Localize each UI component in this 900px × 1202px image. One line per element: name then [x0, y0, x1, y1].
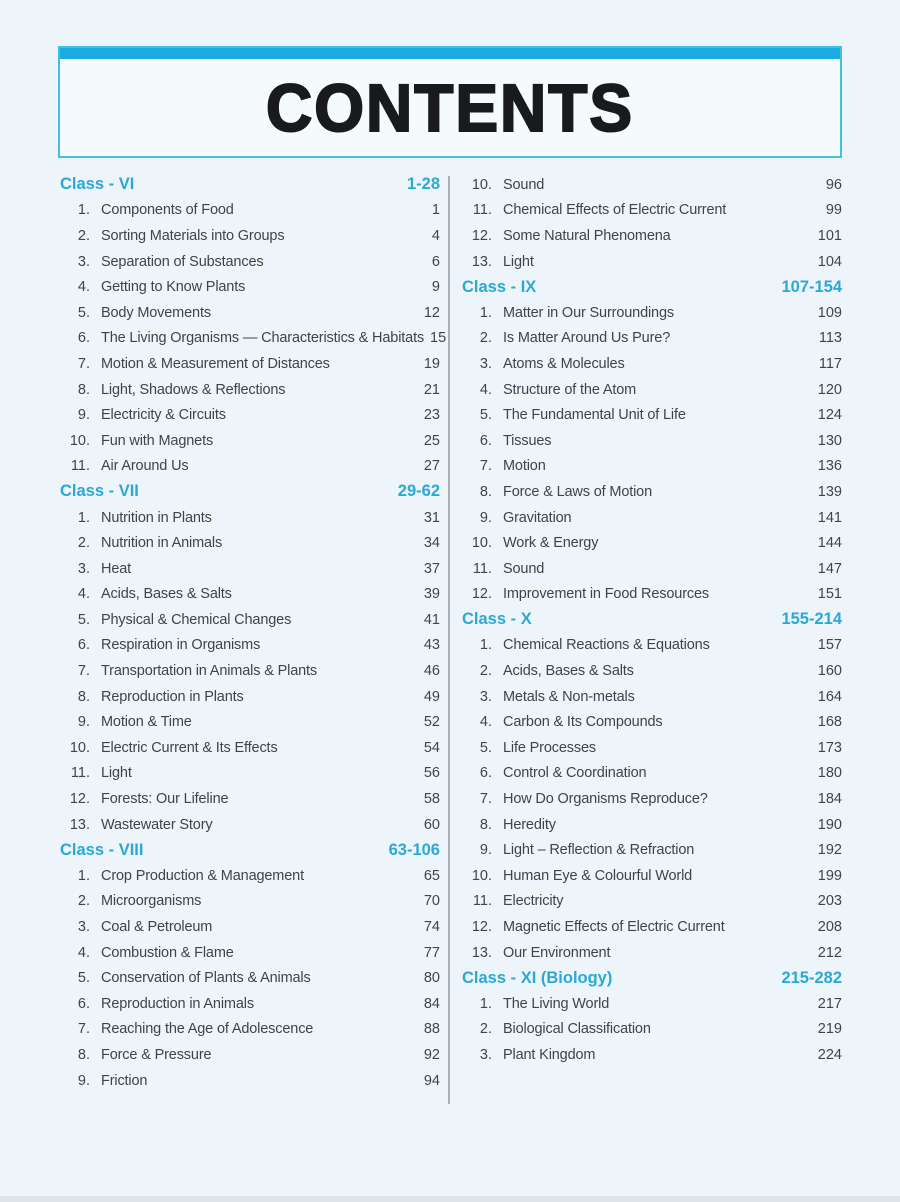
entry-title: Motion & Time — [101, 714, 192, 731]
toc-entry — [462, 914, 842, 940]
entry-title: Work & Energy — [503, 535, 599, 552]
entry-number: 11. — [472, 202, 492, 219]
entry-number: 1. — [77, 867, 90, 884]
entry-number: 7. — [479, 458, 492, 475]
toc-entry — [462, 530, 842, 556]
entry-title: Components of Food — [101, 202, 234, 219]
toc-entry — [462, 505, 842, 531]
class-label: Class - XI (Biology) — [462, 968, 613, 987]
entry-page-number: 74 — [423, 919, 440, 936]
entry-page-number: 58 — [423, 791, 440, 808]
entry-title: Nutrition in Animals — [101, 535, 223, 552]
entry-title: The Fundamental Unit of Life — [503, 407, 686, 424]
entry-page-number: 203 — [817, 893, 842, 910]
toc-entry — [60, 812, 440, 838]
entry-page-number: 12 — [423, 304, 440, 321]
class-label: Class - VIII — [60, 840, 144, 859]
entry-title: Electric Current & Its Effects — [101, 739, 278, 756]
entry-number: 11. — [70, 458, 90, 475]
entry-number: 1. — [479, 304, 492, 321]
entry-number: 5. — [77, 970, 90, 987]
entry-title: Motion & Measurement of Distances — [101, 355, 330, 372]
contents-title-box — [58, 46, 842, 158]
entry-title: Is Matter Around Us Pure? — [503, 330, 671, 347]
toc-entry — [60, 377, 440, 403]
entry-number: 6. — [479, 432, 492, 449]
toc-entry — [462, 1017, 842, 1043]
entry-number: 12. — [471, 919, 492, 936]
entry-number: 7. — [77, 1021, 90, 1038]
entry-number: 8. — [77, 688, 90, 705]
entry-number: 7. — [77, 355, 90, 372]
toc-entry — [462, 428, 842, 454]
entry-number: 2. — [479, 663, 492, 680]
toc-entry — [462, 402, 842, 428]
entry-page-number: 77 — [423, 944, 440, 961]
entry-title: Light, Shadows & Reflections — [101, 381, 286, 398]
toc-entry — [462, 172, 842, 198]
entry-number: 8. — [77, 381, 90, 398]
entry-page-number: 173 — [817, 739, 842, 756]
toc-entry — [60, 658, 440, 684]
entry-number: 12. — [69, 791, 90, 808]
class-page-range: 155-214 — [781, 610, 842, 629]
entry-title: Microorganisms — [101, 893, 202, 910]
entry-page-number: 224 — [817, 1046, 842, 1063]
toc-entry — [462, 889, 842, 915]
entry-number: 10. — [471, 176, 492, 193]
entry-page-number: 84 — [423, 995, 440, 1012]
class-page-range: 1-28 — [406, 175, 440, 194]
toc-entry — [60, 223, 440, 249]
entry-number: 3. — [479, 355, 492, 372]
entry-page-number: 217 — [817, 995, 842, 1012]
toc-entry — [462, 761, 842, 787]
toc-entry — [462, 633, 842, 659]
toc-entry — [462, 684, 842, 710]
entry-title: Forests: Our Lifeline — [101, 791, 229, 808]
entry-number: 8. — [479, 483, 492, 500]
entry-number: 8. — [77, 1046, 90, 1063]
toc-entry — [462, 249, 842, 275]
section-header — [60, 479, 440, 505]
entry-number: 1. — [77, 202, 90, 219]
entry-number: 3. — [479, 688, 492, 705]
entry-title: Heat — [101, 560, 132, 577]
class-page-range: 63-106 — [388, 840, 440, 859]
toc-entry — [60, 940, 440, 966]
toc-entry — [60, 607, 440, 633]
entry-title: Reproduction in Animals — [101, 995, 254, 1012]
entry-title: Separation of Substances — [101, 253, 264, 270]
entry-page-number: 199 — [817, 867, 842, 884]
entry-number: 1. — [479, 637, 492, 654]
entry-title: Fun with Magnets — [101, 432, 214, 449]
entry-title: Tissues — [503, 432, 552, 449]
entry-title: Light – Reflection & Refraction — [503, 842, 695, 859]
entry-page-number: 184 — [817, 791, 842, 808]
entry-page-number: 88 — [423, 1021, 440, 1038]
entry-page-number: 27 — [423, 458, 440, 475]
entry-page-number: 109 — [817, 304, 842, 321]
entry-title: Carbon & Its Compounds — [503, 714, 663, 731]
entry-page-number: 1 — [431, 202, 440, 219]
entry-page-number: 208 — [817, 919, 842, 936]
entry-title: Force & Laws of Motion — [503, 483, 653, 500]
entry-title: Wastewater Story — [101, 816, 213, 833]
toc-entry — [462, 556, 842, 582]
entry-number: 9. — [479, 842, 492, 859]
toc-entry — [462, 300, 842, 326]
entry-page-number: 190 — [817, 816, 842, 833]
entry-number: 11. — [472, 893, 492, 910]
entry-title: Reproduction in Plants — [101, 688, 244, 705]
toc-entry — [60, 1042, 440, 1068]
entry-page-number: 70 — [423, 893, 440, 910]
toc-entry — [60, 965, 440, 991]
entry-page-number: 54 — [423, 739, 440, 756]
toc-entry — [462, 582, 842, 608]
column-divider — [448, 176, 450, 1104]
entry-title: Air Around Us — [101, 458, 189, 475]
toc-entry — [60, 761, 440, 787]
entry-title: Respiration in Organisms — [101, 637, 261, 654]
toc-entry — [60, 914, 440, 940]
entry-title: Metals & Non-metals — [503, 688, 635, 705]
toc-entry — [60, 684, 440, 710]
entry-page-number: 15 — [430, 330, 447, 347]
entry-page-number: 151 — [817, 586, 842, 603]
entry-page-number: 141 — [817, 509, 842, 526]
entry-number: 3. — [77, 919, 90, 936]
entry-page-number: 25 — [423, 432, 440, 449]
entry-number: 4. — [479, 714, 492, 731]
entry-number: 6. — [77, 637, 90, 654]
entry-number: 13. — [471, 253, 492, 270]
entry-title: Light — [101, 765, 132, 782]
toc-column-right — [462, 172, 842, 1068]
entry-number: 10. — [69, 739, 90, 756]
page-bottom-edge — [0, 1196, 900, 1202]
toc-entry — [60, 556, 440, 582]
entry-title: Coal & Petroleum — [101, 919, 213, 936]
entry-number: 11. — [70, 765, 90, 782]
entry-title: Combustion & Flame — [101, 944, 234, 961]
entry-page-number: 117 — [818, 355, 842, 372]
entry-title: Some Natural Phenomena — [503, 227, 671, 244]
entry-page-number: 49 — [423, 688, 440, 705]
entry-page-number: 212 — [817, 944, 842, 961]
entry-title: Acids, Bases & Salts — [101, 586, 232, 603]
toc-entry — [462, 1042, 842, 1068]
entry-page-number: 31 — [423, 509, 440, 526]
entry-page-number: 139 — [817, 483, 842, 500]
toc-entry — [462, 863, 842, 889]
entry-title: Conservation of Plants & Animals — [101, 970, 311, 987]
entry-title: Biological Classification — [503, 1021, 651, 1038]
entry-page-number: 23 — [423, 407, 440, 424]
toc-entry — [60, 530, 440, 556]
entry-page-number: 136 — [817, 458, 842, 475]
entry-page-number: 113 — [818, 330, 842, 347]
toc-entry — [462, 991, 842, 1017]
entry-page-number: 144 — [817, 535, 842, 552]
entry-page-number: 160 — [817, 663, 842, 680]
class-label: Class - VI — [60, 175, 135, 194]
entry-page-number: 124 — [817, 407, 842, 424]
section-header — [462, 274, 842, 300]
entry-title: The Living World — [503, 995, 610, 1012]
toc-entry — [462, 454, 842, 480]
entry-number: 3. — [77, 253, 90, 270]
toc-entry — [60, 326, 447, 352]
toc-entry — [462, 837, 842, 863]
entry-title: Improvement in Food Resources — [503, 586, 709, 603]
toc-entry — [60, 505, 440, 531]
entry-title: Chemical Reactions & Equations — [503, 637, 710, 654]
entry-title: Getting to Know Plants — [101, 279, 246, 296]
entry-number: 2. — [479, 1021, 492, 1038]
entry-number: 2. — [77, 535, 90, 552]
toc-entry — [462, 479, 842, 505]
entry-title: Sound — [503, 560, 545, 577]
toc-entry — [60, 1068, 440, 1094]
entry-page-number: 96 — [825, 176, 842, 193]
toc-entry — [60, 1017, 440, 1043]
toc-entry — [462, 351, 842, 377]
toc-entry — [462, 223, 842, 249]
class-label: Class - IX — [462, 277, 537, 296]
entry-number: 3. — [77, 560, 90, 577]
entry-title: Crop Production & Management — [101, 867, 304, 884]
class-page-range: 29-62 — [397, 482, 440, 501]
entry-page-number: 92 — [423, 1046, 440, 1063]
entry-title: Chemical Effects of Electric Current — [503, 202, 727, 219]
entry-number: 9. — [77, 1072, 90, 1089]
entry-number: 6. — [77, 995, 90, 1012]
entry-title: Body Movements — [101, 304, 211, 321]
entry-title: Plant Kingdom — [503, 1046, 596, 1063]
entry-number: 5. — [479, 739, 492, 756]
entry-page-number: 147 — [817, 560, 842, 577]
entry-title: Atoms & Molecules — [503, 355, 625, 372]
toc-entry — [60, 863, 440, 889]
entry-number: 12. — [471, 586, 492, 603]
entry-page-number: 6 — [431, 253, 440, 270]
entry-number: 13. — [471, 944, 492, 961]
toc-entry — [462, 326, 842, 352]
section-header — [462, 965, 842, 991]
toc-entry — [60, 582, 440, 608]
entry-number: 12. — [471, 227, 492, 244]
section-header — [462, 607, 842, 633]
toc-entry — [60, 300, 440, 326]
entry-page-number: 56 — [423, 765, 440, 782]
entry-page-number: 219 — [817, 1021, 842, 1038]
entry-page-number: 46 — [423, 663, 440, 680]
class-page-range: 215-282 — [781, 968, 842, 987]
entry-title: Magnetic Effects of Electric Current — [503, 919, 725, 936]
entry-page-number: 41 — [423, 611, 440, 628]
toc-entry — [60, 786, 440, 812]
entry-title: Transportation in Animals & Plants — [101, 663, 317, 680]
entry-number: 2. — [479, 330, 492, 347]
entry-number: 4. — [77, 586, 90, 603]
entry-number: 5. — [479, 407, 492, 424]
toc-entry — [462, 198, 842, 224]
entry-page-number: 34 — [423, 535, 440, 552]
entry-number: 3. — [479, 1046, 492, 1063]
entry-title: Acids, Bases & Salts — [503, 663, 634, 680]
entry-number: 4. — [479, 381, 492, 398]
entry-title: The Living Organisms — Characteristics & Habitats — [101, 330, 425, 347]
entry-page-number: 120 — [817, 381, 842, 398]
entry-title: Control & Coordination — [503, 765, 647, 782]
entry-number: 13. — [69, 816, 90, 833]
entry-number: 2. — [77, 893, 90, 910]
entry-title: Gravitation — [503, 509, 572, 526]
entry-page-number: 130 — [817, 432, 842, 449]
entry-number: 1. — [77, 509, 90, 526]
toc-column-left — [60, 172, 447, 1093]
entry-number: 7. — [77, 663, 90, 680]
toc-entry — [60, 889, 440, 915]
entry-title: Sorting Materials into Groups — [101, 227, 285, 244]
entry-number: 10. — [69, 432, 90, 449]
entry-page-number: 101 — [817, 227, 842, 244]
entry-number: 4. — [77, 279, 90, 296]
entry-title: Nutrition in Plants — [101, 509, 212, 526]
entry-number: 6. — [479, 765, 492, 782]
toc-entry — [462, 940, 842, 966]
entry-number: 4. — [77, 944, 90, 961]
entry-title: Friction — [101, 1072, 148, 1089]
toc-entry — [462, 812, 842, 838]
entry-title: Electricity — [503, 893, 564, 910]
toc-entry — [60, 351, 440, 377]
entry-number: 5. — [77, 304, 90, 321]
entry-page-number: 52 — [423, 714, 440, 731]
toc-entry — [60, 428, 440, 454]
class-page-range: 107-154 — [781, 277, 842, 296]
entry-title: Physical & Chemical Changes — [101, 611, 292, 628]
toc-entry — [60, 633, 440, 659]
entry-page-number: 60 — [423, 816, 440, 833]
entry-title: Structure of the Atom — [503, 381, 637, 398]
entry-page-number: 37 — [423, 560, 440, 577]
toc-entry — [60, 709, 440, 735]
entry-page-number: 94 — [423, 1072, 440, 1089]
entry-title: Light — [503, 253, 534, 270]
entry-number: 2. — [77, 227, 90, 244]
toc-entry — [60, 454, 440, 480]
entry-page-number: 180 — [817, 765, 842, 782]
entry-number: 6. — [77, 330, 90, 347]
toc-entry — [462, 735, 842, 761]
entry-number: 9. — [77, 714, 90, 731]
entry-number: 11. — [472, 560, 492, 577]
entry-page-number: 168 — [817, 714, 842, 731]
entry-title: Our Environment — [503, 944, 611, 961]
toc-entry — [462, 658, 842, 684]
toc-entry — [462, 786, 842, 812]
entry-number: 8. — [479, 816, 492, 833]
entry-page-number: 43 — [423, 637, 440, 654]
entry-title: Matter in Our Surroundings — [503, 304, 674, 321]
entry-number: 10. — [471, 867, 492, 884]
entry-title: Electricity & Circuits — [101, 407, 226, 424]
entry-number: 7. — [479, 791, 492, 808]
class-label: Class - X — [462, 610, 532, 629]
entry-page-number: 4 — [431, 227, 440, 244]
page-title: CONTENTS — [266, 70, 634, 145]
toc-entry — [60, 249, 440, 275]
section-header — [60, 172, 440, 198]
entry-title: Reaching the Age of Adolescence — [101, 1021, 314, 1038]
class-label: Class - VII — [60, 482, 139, 501]
section-header — [60, 837, 440, 863]
toc-entry — [462, 377, 842, 403]
entry-title: Motion — [503, 458, 546, 475]
entry-number: 5. — [77, 611, 90, 628]
entry-page-number: 104 — [817, 253, 842, 270]
entry-number: 9. — [479, 509, 492, 526]
entry-title: Force & Pressure — [101, 1046, 212, 1063]
entry-number: 1. — [479, 995, 492, 1012]
entry-page-number: 21 — [423, 381, 440, 398]
toc-entry — [462, 709, 842, 735]
toc-entry — [60, 198, 440, 224]
entry-title: Sound — [503, 176, 545, 193]
toc-entry — [60, 402, 440, 428]
entry-title: Life Processes — [503, 739, 596, 756]
entry-title: Heredity — [503, 816, 556, 833]
entry-page-number: 19 — [423, 355, 440, 372]
entry-page-number: 80 — [423, 970, 440, 987]
entry-title: How Do Organisms Reproduce? — [503, 791, 708, 808]
entry-page-number: 164 — [817, 688, 842, 705]
toc-entry — [60, 735, 440, 761]
entry-page-number: 99 — [825, 202, 842, 219]
entry-page-number: 9 — [431, 279, 440, 296]
entry-number: 10. — [471, 535, 492, 552]
entry-page-number: 39 — [423, 586, 440, 603]
toc-entry — [60, 991, 440, 1017]
entry-page-number: 157 — [817, 637, 842, 654]
entry-page-number: 192 — [817, 842, 842, 859]
entry-page-number: 65 — [423, 867, 440, 884]
entry-title: Human Eye & Colourful World — [503, 867, 693, 884]
entry-number: 9. — [77, 407, 90, 424]
toc-entry — [60, 274, 440, 300]
